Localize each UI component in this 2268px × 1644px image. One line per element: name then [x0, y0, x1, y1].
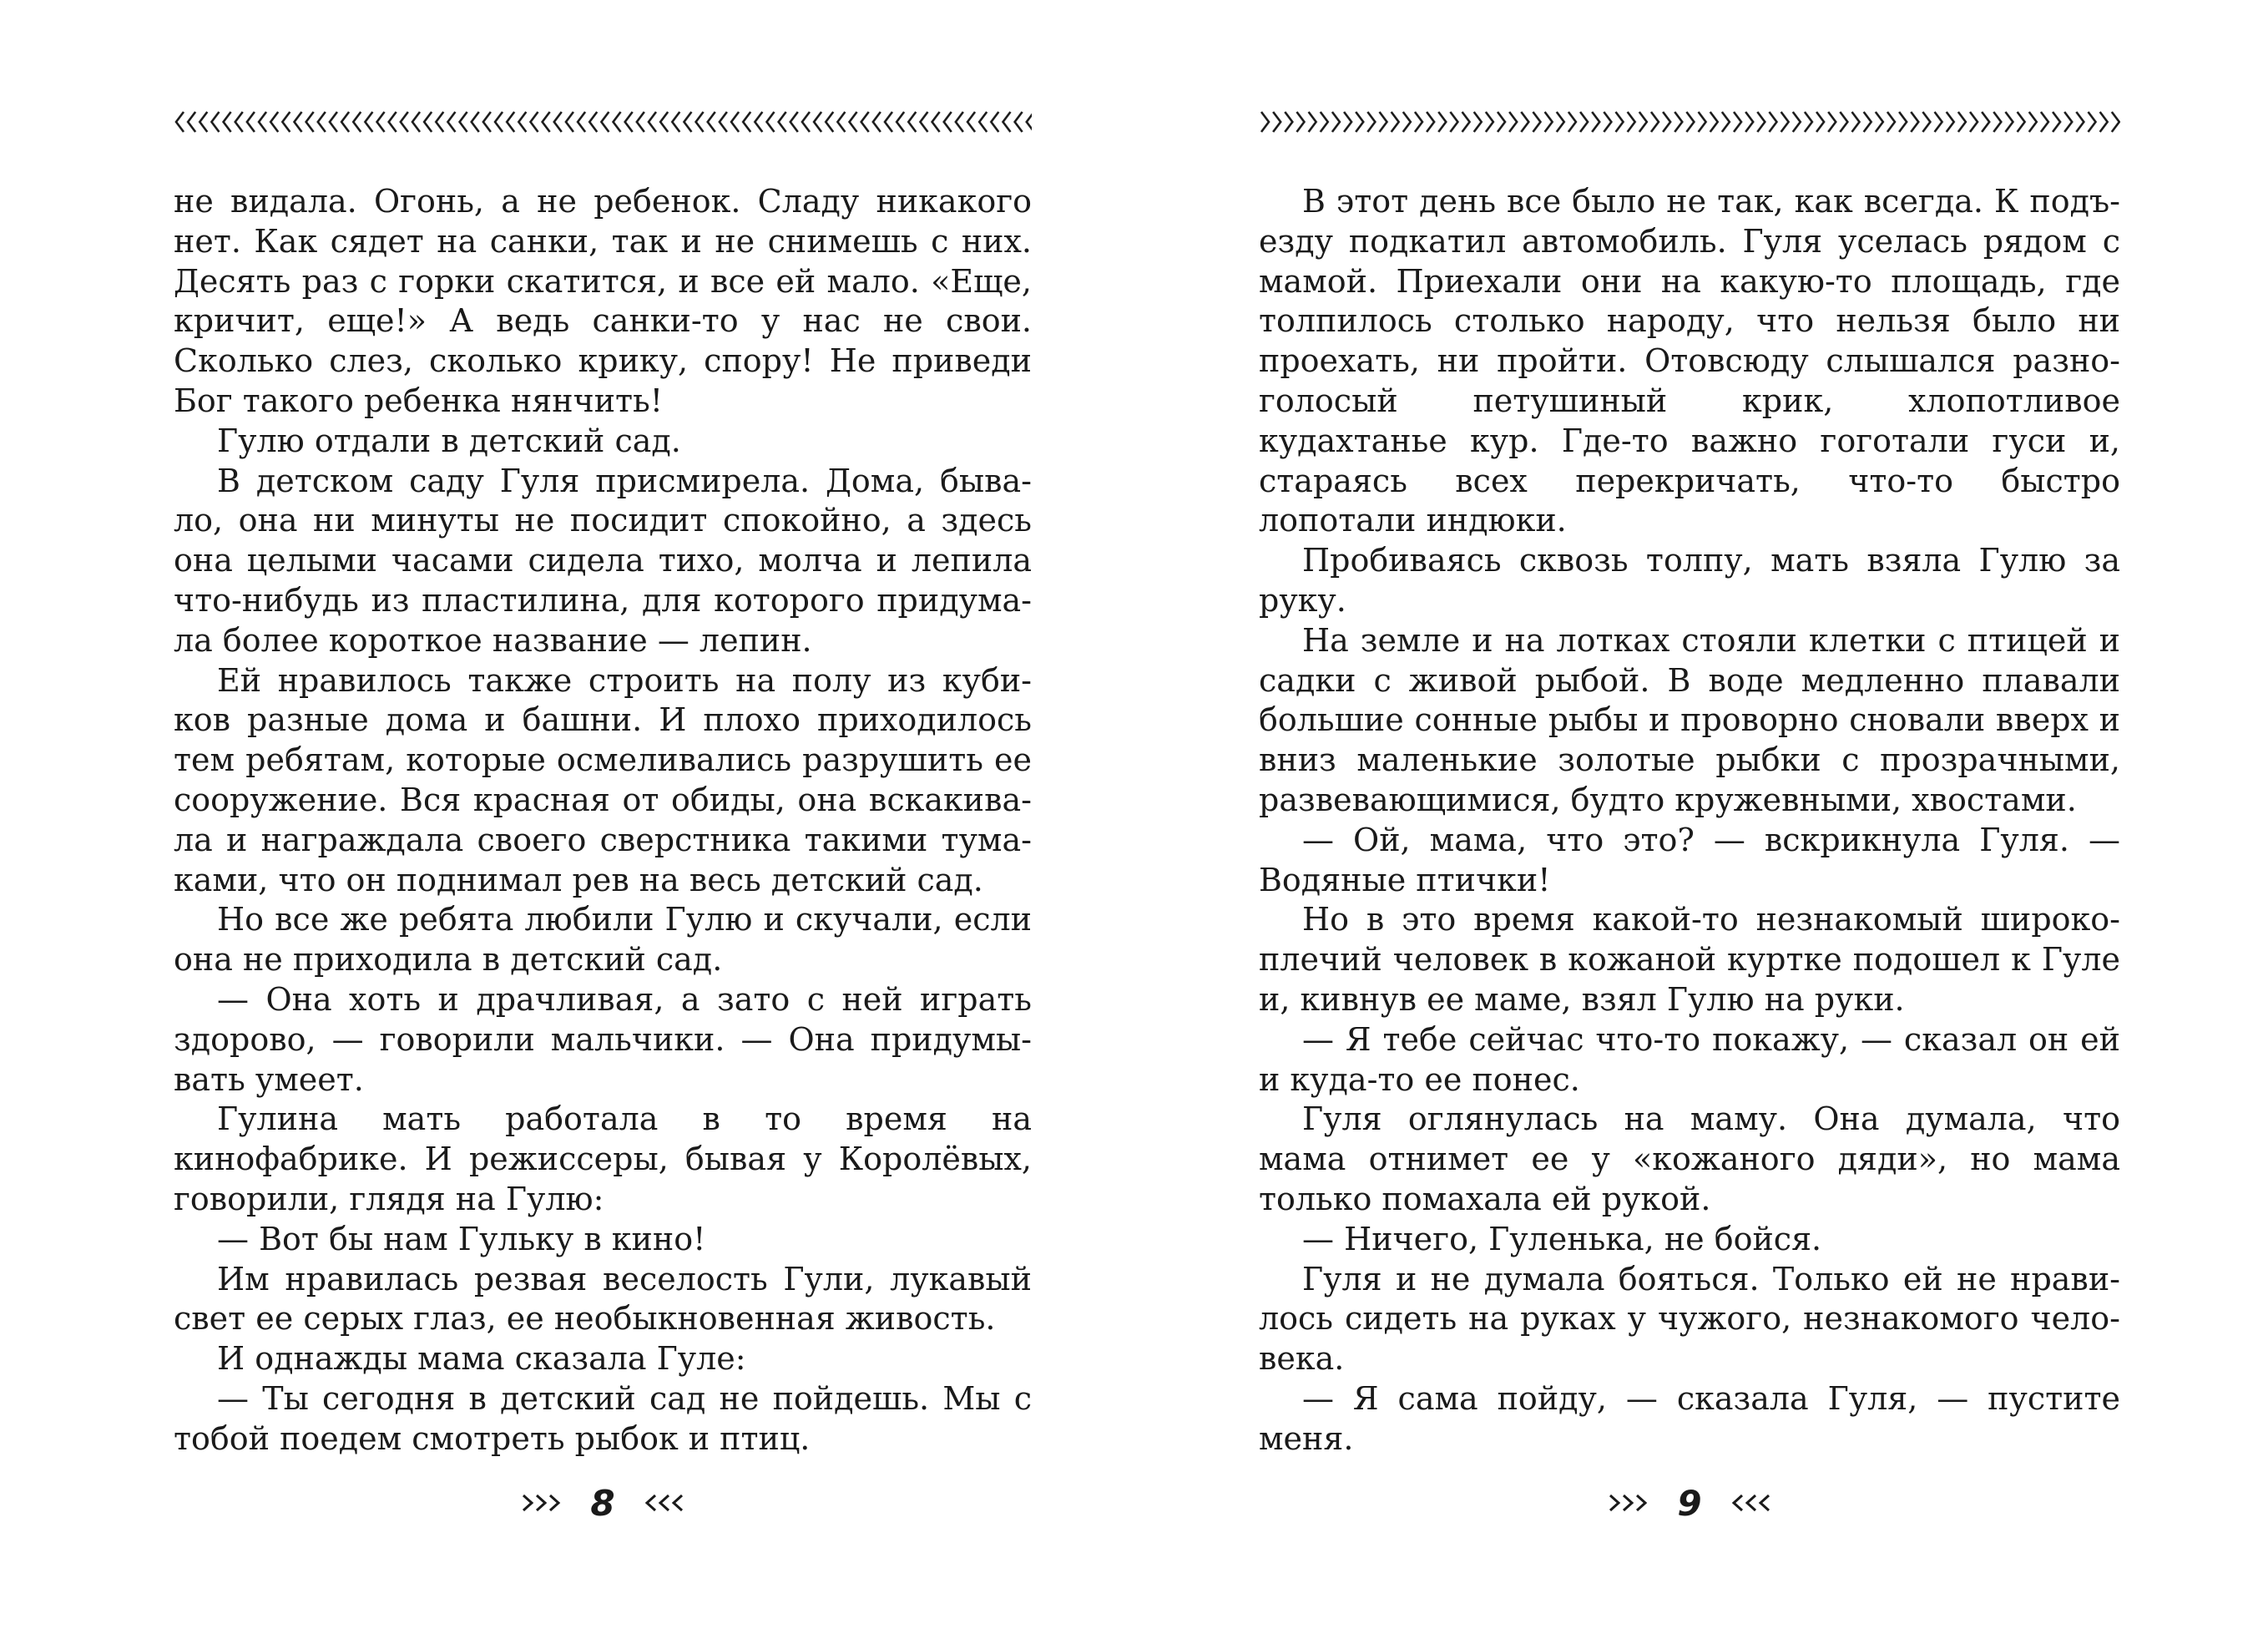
paragraph: В детском саду Гуля присмирела. Дома, бывало, она ни минуты не посидит спокойно, а здесь она целыми часами сидела тихо, молча и лепила что-нибудь из пластилина, для которого придумала более короткое название — лепин.	[174, 462, 1032, 659]
paragraph: — Я сама пойду, — сказала Гуля, — пустите меня.	[1259, 1379, 2120, 1457]
chevron-border-left-icon	[174, 105, 1032, 139]
paragraph: — Ой, мама, что это? — вскрикнула Гуля. — Водяные птички!	[1259, 821, 2120, 898]
page-number-footer	[1593, 1478, 1786, 1528]
paragraph: — Она хоть и драчливая, а зато с ней играть здорово, — говорили мальчики. — Она придумывать умеет.	[174, 980, 1032, 1098]
paragraph: Ей нравилось также строить на полу из кубиков разные дома и башни. И плохо приходилось тем ребятам, которые осмеливались разрушить ее сооружение. Вся красная от обиды, она вскакивала и награждала своего сверстника такими тумаками, что он поднимал рев на весь детский сад.	[174, 661, 1032, 898]
paragraph: Пробиваясь сквозь толпу, мать взяла Гулю за руку.	[1259, 542, 2120, 619]
paragraph: — Вот бы нам Гульку в кино!	[217, 1220, 706, 1257]
page-number-footer	[508, 1478, 698, 1528]
paragraph: Им нравилась резвая веселость Гули, лукавый свет ее серых глаз, ее необыкновенная живость.	[174, 1260, 1032, 1338]
paragraph: — Ничего, Гуленька, не бойся.	[1302, 1220, 1822, 1257]
paragraph: Гулю отдали в детский сад.	[217, 422, 681, 459]
paragraph: — Я тебе сейчас что-то покажу, — сказал он ей и куда-то ее понес.	[1259, 1020, 2120, 1098]
paragraph: И однажды мама сказала Гуле:	[217, 1340, 746, 1378]
page-number: 8	[590, 1482, 615, 1524]
right-page	[1134, 0, 2268, 1644]
chevron-border-right-icon	[1259, 105, 2120, 139]
chevrons-right-icon	[1607, 1490, 1657, 1515]
paragraph: — Ты сегодня в детский сад не пойдешь. Мы с тобой поедем смотреть рыбок и птиц.	[174, 1379, 1032, 1457]
right-page-text	[1259, 182, 2120, 1459]
chevrons-left-icon	[635, 1490, 685, 1515]
paragraph: не видала. Огонь, а не ребенок. Сладу никакого нет. Как сядет на санки, так и не снимешь с них. Десять раз с горки скатится, и все ей мало. «Еще, кричит, еще!» А ведь санки-то у нас не свои. Сколько слез, сколько крику, спору! Не приведи Бог такого ребенка нянчить!	[174, 183, 1032, 419]
paragraph: В этот день все было не так, как всегда. К подъезду подкатил автомобиль. Гуля уселась рядом с мамой. Приехали они на какую-то площадь, где толпилось столько народу, что нельзя было ни проехать, ни пройти. Отовсюду слышался разноголосый петушиный крик, хлопотливое кудахтанье кур. Где-то важно гоготали гуси и, стараясь всех перекричать, что-то быстро лопотали индюки.	[1259, 183, 2120, 539]
chevrons-left-icon	[1722, 1490, 1772, 1515]
page-number: 9	[1677, 1482, 1702, 1524]
paragraph: Но в это время какой-то незнакомый широкоплечий человек в кожаной куртке подошел к Гуле и, кивнув ее маме, взял Гулю на руки.	[1259, 901, 2120, 1018]
paragraph: Но все же ребята любили Гулю и скучали, если она не приходила в детский сад.	[174, 901, 1032, 979]
paragraph: Гуля оглянулась на маму. Она думала, что мама отнимет ее у «кожаного дяди», но мама только помахала ей рукой.	[1259, 1100, 2120, 1217]
paragraph: Гуля и не думала бояться. Только ей не нравилось сидеть на руках у чужого, незнакомого человека.	[1259, 1260, 2120, 1378]
paragraph: Гулина мать работала в то время на кинофабрике. И режиссеры, бывая у Королёвых, говорили, глядя на Гулю:	[174, 1100, 1032, 1217]
paragraph: На земле и на лотках стояли клетки с птицей и садки с живой рыбой. В воде медленно плавали большие сонные рыбы и проворно сновали вверх и вниз маленькие золотые рыбки с прозрачными, развевающимися, будто кружевными, хвостами.	[1259, 621, 2120, 818]
left-page-text	[174, 182, 1032, 1459]
chevrons-right-icon	[520, 1490, 570, 1515]
